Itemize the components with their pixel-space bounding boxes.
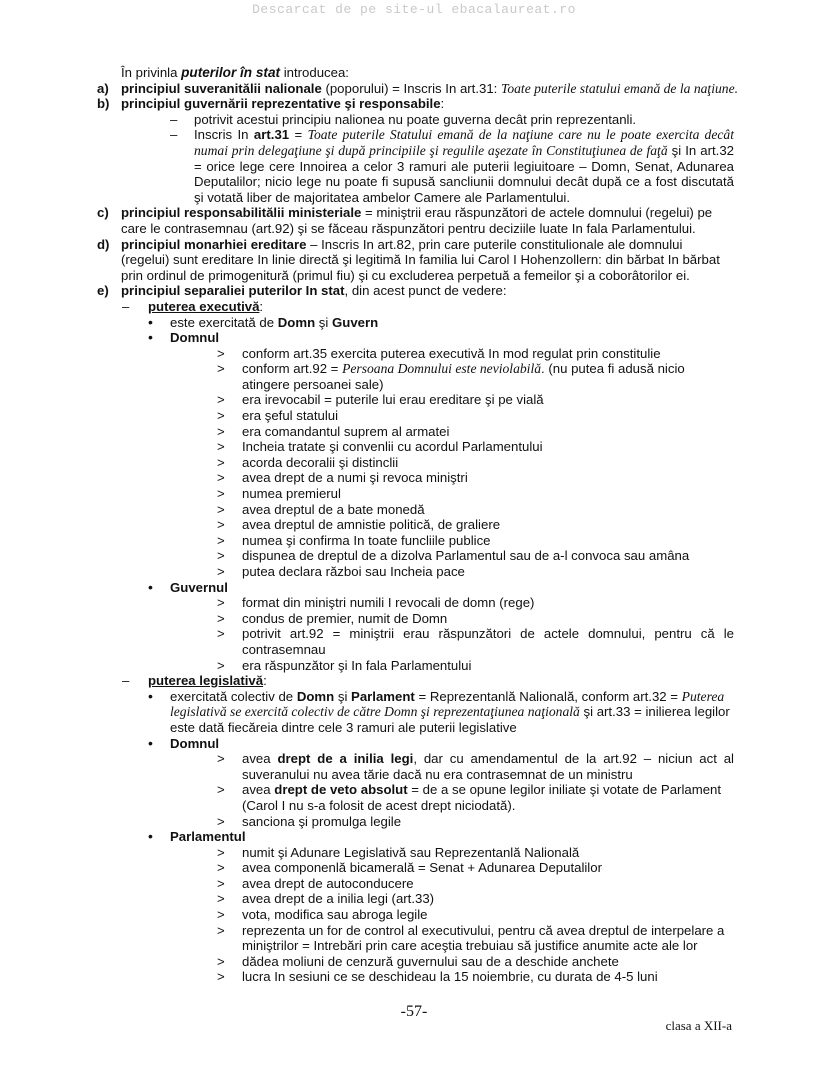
principle-title: principiul monarhiei ereditare: [121, 236, 307, 252]
list-item: [0, 564, 828, 580]
principle-text: = miniştrii erau răspunzători de actele domnului (regelui) pe care le contrasemnau (art.92) şi se făceau răspunzători pentru deciziile luate In fala Parlamentului.: [121, 205, 713, 236]
item-text: vota, modifica sau abroga legile: [242, 907, 428, 923]
item-text: avea drept de autoconducere: [242, 875, 414, 891]
bullet-icon: •: [148, 828, 153, 845]
list-item: [0, 751, 734, 782]
list-item: [0, 486, 828, 502]
section-title: puterea executivă: [148, 298, 260, 314]
constitution-quote: Toate puterile statului emană de la naţiune.: [501, 80, 739, 96]
list-item: [0, 907, 828, 923]
bullet-icon: •: [148, 734, 153, 751]
list-item: [0, 533, 828, 549]
list-letter: a): [97, 80, 109, 96]
intro-text-end: introducea:: [280, 65, 349, 80]
list-item: [0, 548, 828, 564]
item-text: este exercitată de: [170, 314, 278, 330]
list-item: [0, 658, 828, 674]
principle-title: principiul suveranitălii nalionale: [121, 80, 322, 96]
arrow-icon: >: [217, 595, 225, 611]
arrow-icon: >: [217, 751, 225, 767]
list-item: [0, 346, 828, 362]
executive-power-heading: [0, 299, 828, 315]
list-item: [0, 392, 828, 408]
item-text: lucra In sesiuni ce se deschideau la 15 noiembrie, cu durata de 4-5 luni: [242, 969, 658, 985]
intro-line: [0, 65, 828, 81]
document-body: [0, 65, 828, 985]
list-item: [0, 860, 828, 876]
item-bold: Parlament: [351, 688, 415, 704]
list-letter: c): [97, 205, 109, 221]
list-item: [0, 845, 828, 861]
colon: :: [263, 673, 267, 689]
list-item: [0, 595, 828, 611]
item-text: avea drept de a inilia legi (art.33): [242, 891, 435, 907]
list-item: [0, 923, 734, 954]
list-item: [0, 782, 734, 813]
item-text: potrivit art.92 = miniştrii erau răspunzători de actele domnului, pentru că le contrasemnau: [242, 626, 734, 657]
arrow-icon: >: [217, 626, 225, 642]
arrow-icon: >: [217, 875, 225, 891]
constitution-quote: Puterea legislativă se exercită colectiv de către Domn şi reprezentaţiunea naţională: [170, 688, 725, 720]
bullet-icon: •: [148, 329, 153, 346]
arrow-icon: >: [217, 361, 225, 377]
item-text: şi art.33 = inilierea legilor este dată fiecăreia dintre cele 3 ramuri ale puterii legislative: [170, 704, 730, 735]
arrow-icon: >: [217, 844, 225, 860]
arrow-icon: >: [217, 610, 225, 626]
arrow-icon: >: [217, 345, 225, 361]
list-letter: e): [97, 283, 109, 299]
list-letter: d): [97, 236, 110, 252]
item-text: şi: [315, 314, 332, 330]
list-item: [0, 876, 828, 892]
item-text: condus de premier, numit de Domn: [242, 610, 448, 626]
arrow-icon: >: [217, 953, 225, 969]
watermark: Descarcat de pe site-ul ebacalaureat.ro: [252, 2, 576, 17]
arrow-icon: >: [217, 922, 225, 938]
subsection-title: Domnul: [170, 735, 220, 751]
item-text: format din miniştri numili I revocali de domn (rege): [242, 595, 535, 611]
item-text: conform art.35 exercita puterea executivă In mod regulat prin constitulie: [242, 345, 661, 361]
arrow-icon: >: [217, 392, 225, 408]
arrow-icon: >: [217, 813, 225, 829]
item-text: era irevocabil = puterile lui erau ereditare şi pe vială: [242, 392, 544, 408]
bullet-icon: •: [148, 313, 153, 330]
arrow-icon: >: [217, 969, 225, 985]
arrow-icon: >: [217, 548, 225, 564]
item-text: dădea moliuni de cenzură guvernului sau de a deschide anchete: [242, 953, 619, 969]
item-text: avea dreptul de amnistie politică, de graliere: [242, 517, 501, 533]
list-item: [0, 969, 828, 985]
arrow-icon: >: [217, 907, 225, 923]
item-text: , dar cu amendamentul de la art.92 – niciun act al suveranului nu avea tărie dacă nu era contrasemnat de un ministru: [242, 751, 734, 782]
item-text: sanciona şi promulga legile: [242, 813, 402, 829]
list-item: [0, 361, 734, 392]
dash-marker: –: [122, 673, 130, 689]
item-bold: Domn: [296, 688, 335, 704]
list-item: [0, 439, 828, 455]
item-text: avea componenlă bicamerală = Senat + Adunarea Deputalilor: [242, 860, 602, 876]
item-text: avea: [242, 751, 278, 767]
arrow-icon: >: [217, 408, 225, 424]
principle-e: [0, 283, 828, 299]
item-text: avea dreptul de a bate monedă: [242, 501, 425, 517]
page-number: -57-: [400, 1003, 428, 1020]
item-text: şi: [334, 688, 352, 704]
dash-marker: –: [170, 111, 178, 127]
item-text: era şeful statului: [242, 408, 339, 424]
list-item: [0, 455, 828, 471]
item-text: =: [289, 127, 308, 143]
item-text: Incheia tratate şi convenlii cu acordul Parlamentului: [242, 439, 543, 455]
constitution-quote: Persoana Domnului este neviolabilă: [342, 361, 542, 377]
item-text: avea drept de a numi şi revoca miniştri: [242, 470, 468, 486]
arrow-icon: >: [217, 532, 225, 548]
bullet-heading-parlamentul: [0, 829, 828, 845]
subsection-title: Parlamentul: [170, 829, 246, 845]
item-text: acorda decoralii şi distinclii: [242, 454, 399, 470]
item-bold: Domn: [277, 314, 316, 330]
dash-marker: –: [122, 298, 130, 314]
principle-b: [0, 96, 828, 112]
bullet-heading-domnul-legislativ: [0, 736, 828, 752]
item-bold: drept de a inilia legi: [277, 751, 414, 767]
bullet-item: [0, 315, 828, 331]
bullet-heading-domnul: [0, 330, 828, 346]
list-item: [0, 470, 828, 486]
arrow-icon: >: [217, 439, 225, 455]
list-item: [0, 891, 828, 907]
legislative-power-heading: [0, 673, 828, 689]
list-item: [0, 814, 828, 830]
constitution-quote: Toate puterile Statului emană de la naţiune care nu le poate exercita decât numai prin delegaţiune şi după principiile şi regulile aşezate în Constituţiunea de faţă: [194, 127, 734, 158]
list-item: [0, 517, 828, 533]
bullet-icon: •: [148, 578, 153, 595]
item-text: numea şi confirma In toate funcliile publice: [242, 532, 491, 548]
item-text: avea: [242, 782, 275, 798]
subsection-title: Domnul: [170, 330, 220, 346]
principle-text: :: [440, 96, 445, 112]
list-letter: b): [97, 96, 110, 112]
bullet-heading-guvernul: [0, 580, 828, 596]
subsection-title: Guvernul: [170, 579, 228, 595]
list-item: [0, 626, 734, 657]
principle-text: – Inscris In art.82, prin care puterile constitulionale ale domnului (regelui) sunt ereditare In linie directă şi legitimă In familia lui Carol I Hohenzollern: din bărbat In bărbat prin ordinul de primogenitură (primul fiu) şi cu excluderea perpetuă a femeilor şi a coborâtorilor ei.: [121, 236, 720, 283]
item-text: numea premierul: [242, 486, 341, 502]
list-item: [0, 127, 734, 205]
list-item: [0, 424, 828, 440]
arrow-icon: >: [217, 860, 225, 876]
item-text: exercitată colectiv de: [170, 688, 297, 704]
article-ref: art.31: [253, 127, 290, 143]
arrow-icon: >: [217, 564, 225, 579]
principle-text: , din acest punct de vedere:: [344, 283, 507, 299]
class-label: clasa a XII-a: [665, 1018, 732, 1033]
arrow-icon: >: [217, 501, 225, 517]
item-text: era răspunzător şi In fala Parlamentului: [242, 657, 472, 673]
item-text: = Reprezentanlă Nalională, conform art.32 =: [414, 688, 682, 704]
principle-c: [0, 205, 733, 236]
item-text: şi In art.32 = orice lege cere Innoirea a celor 3 ramuri ale puterii legiuitoare – Domn, Senat, Adunarea Deputalilor; nicio lege nu poate fi supusă sancliunii domnului decât după ce a fost discutată şi votată liber de majoritatea ambelor Camere ale Parlamentului.: [194, 142, 734, 205]
item-text: numit şi Adunare Legislativă sau Reprezentanlă Nalională: [242, 844, 580, 860]
item-text: reprezenta un for de control al executivului, pentru că avea dreptul de interpelare a miniştrilor = Intrebări prin care aceştia trebuiau să justifice anumite acte ale lor: [242, 922, 725, 954]
principle-a: [0, 81, 828, 97]
principle-d: [0, 237, 733, 284]
list-item: [0, 502, 828, 518]
arrow-icon: >: [217, 657, 225, 673]
item-text: dispunea de dreptul de a dizolva Parlamentul sau de a-l convoca sau amâna: [242, 548, 690, 564]
principle-title: principiul guvernării reprezentative şi responsabile: [121, 96, 441, 112]
item-bold: Guvern: [332, 314, 379, 330]
list-item: [0, 112, 828, 128]
principle-title: principiul responsabilitălii ministeriale: [121, 205, 362, 221]
item-text: potrivit acestui principiu nalionea nu poate guverna decât prin reprezentanli.: [194, 111, 637, 127]
intro-emphasis: puterilor în stat: [181, 65, 281, 80]
item-text: . (nu putea fi adusă nicio atingere persoanei sale): [242, 361, 685, 392]
colon: :: [259, 298, 264, 314]
arrow-icon: >: [217, 454, 225, 470]
bullet-item: [0, 689, 734, 736]
section-title: puterea legislativă: [148, 673, 264, 689]
item-text: = de a se opune legilor iniliate şi votate de Parlament (Carol I nu s-a folosit de acest drept niciodată).: [242, 782, 722, 813]
item-text: era comandantul suprem al armatei: [242, 423, 450, 439]
list-item: [0, 408, 828, 424]
list-item: [0, 954, 828, 970]
principle-title: principiul separaliei puterilor In stat: [121, 283, 345, 299]
arrow-icon: >: [217, 486, 225, 502]
arrow-icon: >: [217, 891, 225, 907]
item-text: Inscris In: [194, 127, 254, 143]
dash-marker: –: [170, 127, 178, 143]
intro-text: În privinla: [121, 65, 182, 80]
item-text: putea declara război sau Incheia pace: [242, 564, 465, 579]
arrow-icon: >: [217, 423, 225, 439]
principle-text: (poporului) = Inscris In art.31:: [321, 80, 502, 96]
item-text: conform art.92 =: [242, 361, 343, 377]
item-bold: drept de veto absolut: [274, 782, 408, 798]
list-item: [0, 611, 828, 627]
arrow-icon: >: [217, 470, 225, 486]
arrow-icon: >: [217, 782, 225, 798]
arrow-icon: >: [217, 517, 225, 533]
bullet-icon: •: [148, 687, 153, 704]
